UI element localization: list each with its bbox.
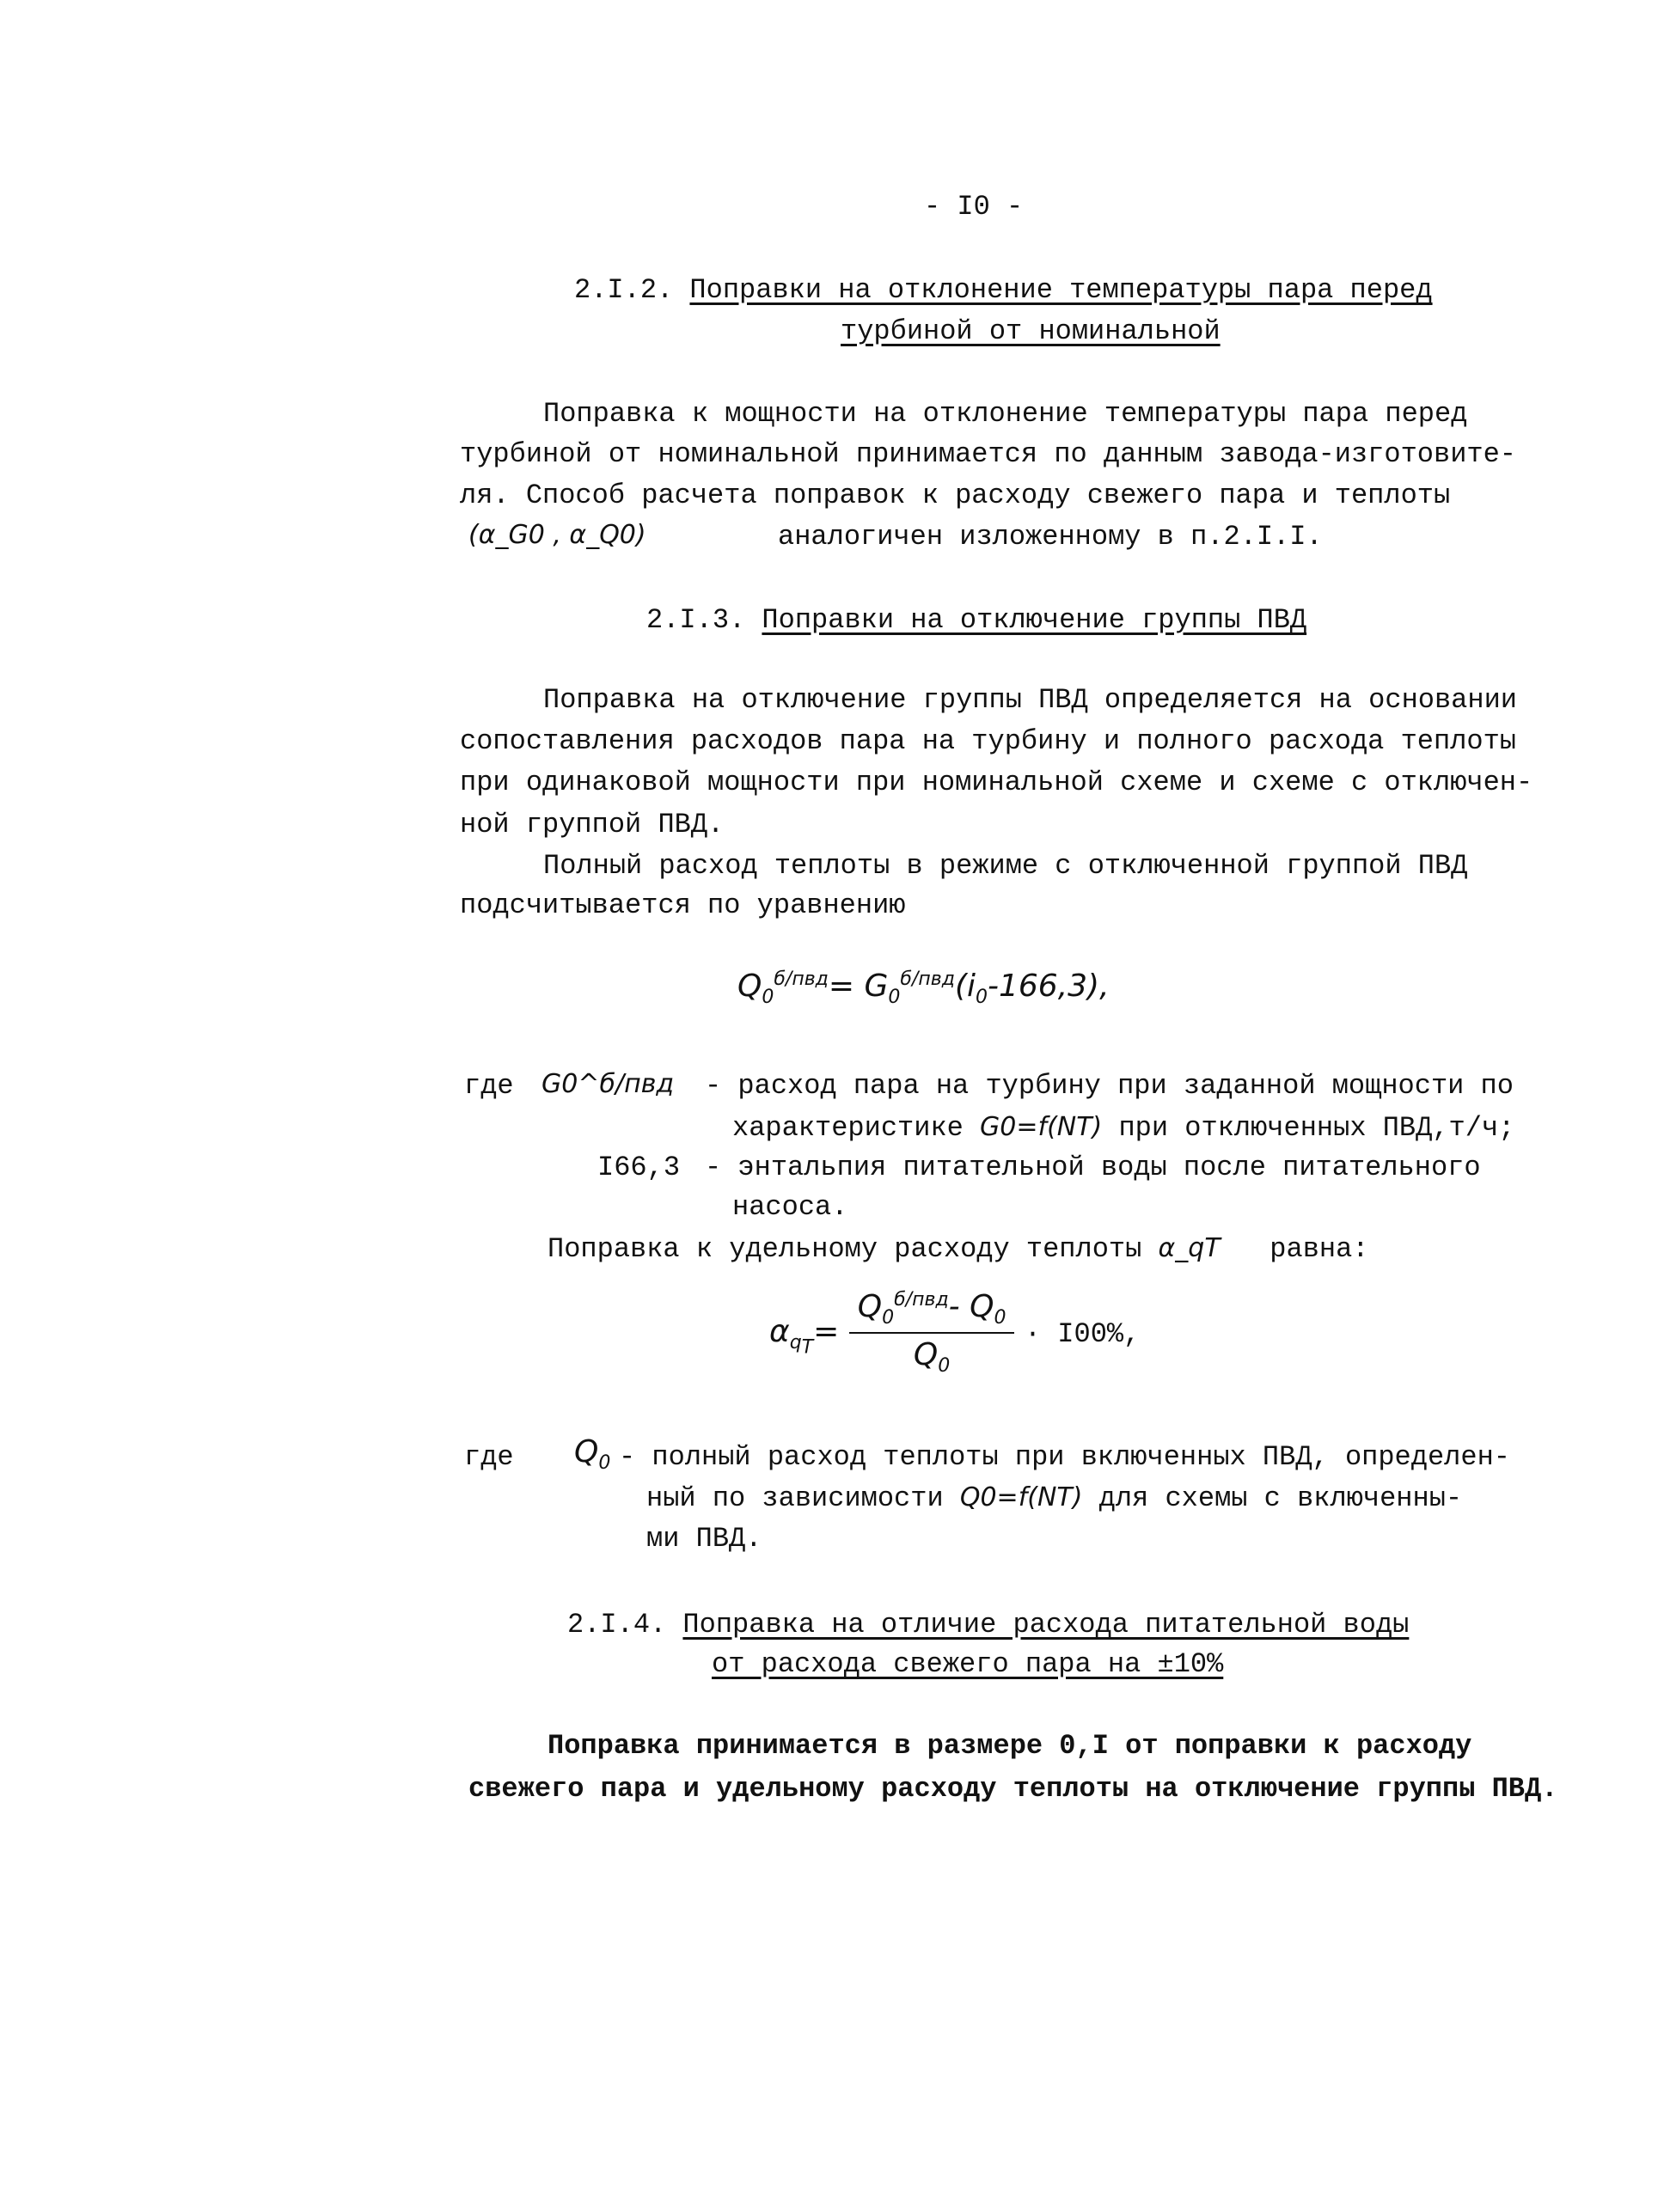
section-title-cont: от расхода свежего пара на ±10% <box>712 1648 1224 1680</box>
section-number: 2.I.2. <box>574 274 674 306</box>
where-description: ми ПВД. <box>646 1523 762 1555</box>
where-description: - расход пара на турбину при заданной мощности по <box>705 1070 1514 1102</box>
paragraph-line: Полный расход теплоты в режиме с отключенной группой ПВД <box>543 850 1468 882</box>
where-number: I66,3 <box>597 1152 681 1183</box>
where-description: - энтальпия питательной воды после питательного <box>705 1152 1481 1183</box>
text: равна: <box>1270 1233 1369 1265</box>
paragraph-line: сопоставления расходов пара на турбину и полного расхода теплоты <box>460 725 1516 757</box>
section-number: 2.I.3. <box>646 604 746 636</box>
paragraph-line: подсчитывается по уравнению <box>460 889 906 921</box>
fraction: $\frac{Q_0^{б/пвд}- Q_0}{Q_0}$ <box>849 1289 1015 1377</box>
where-symbol: G0^б/пвд <box>541 1069 675 1099</box>
equation-heat-flow: $Q_0^{б/пвд}= G_0^{б/пвд}(i_0-166,3)$, <box>737 969 1110 1009</box>
where-description <box>646 1481 1462 1516</box>
paragraph-line <box>548 1231 1369 1267</box>
paragraph-line: Поправка принимается в размере 0,I от поправки к расходу <box>548 1730 1472 1762</box>
section-title: Поправки на отключение группы ПВД <box>762 604 1307 636</box>
section-2-1-3-heading <box>646 603 1306 638</box>
text: ный по зависимости <box>646 1482 944 1514</box>
where-description: - полный расход теплоты при включенных ПВД, определен- <box>619 1441 1510 1473</box>
where-label: где <box>464 1070 514 1102</box>
paragraph-line: свежего пара и удельному расходу теплоты на отключение группы ПВД. <box>468 1773 1558 1805</box>
text: характеристике <box>732 1112 964 1144</box>
alpha-formula: (α_G0 , α_Q0) <box>468 520 646 550</box>
paragraph-line: ной группой ПВД. <box>460 809 725 840</box>
where-description: насоса. <box>732 1191 848 1223</box>
paragraph-line: Поправка на отключение группы ПВД определяется на основании <box>543 684 1517 716</box>
paragraph-line: турбиной от номинальной принимается по данным завода-изготовите- <box>460 438 1516 470</box>
function-formula: G0=f(NT) <box>980 1112 1103 1142</box>
alpha-qt: α_qT <box>1158 1233 1221 1263</box>
function-formula: Q0=f(NT) <box>959 1482 1083 1512</box>
where-symbol: $Q_0$ <box>574 1434 611 1475</box>
where-description <box>732 1110 1514 1146</box>
text: при отключенных ПВД,т/ч; <box>1118 1112 1515 1144</box>
page-number: - I0 - <box>924 191 1024 223</box>
paragraph-line: ля. Способ расчета поправок к расходу свежего пара и теплоты <box>460 480 1451 511</box>
paragraph-line: при одинаковой мощности при номинальной схеме и схеме с отключен- <box>460 767 1533 798</box>
text: для схемы с включенны- <box>1098 1482 1463 1514</box>
text: Поправка к удельному расходу теплоты <box>548 1233 1142 1265</box>
section-title: Поправка на отличие расхода питательной воды <box>682 1609 1410 1641</box>
percent-text: · I00%, <box>1024 1318 1141 1351</box>
where-label: где <box>464 1441 514 1473</box>
equation-correction: $\alpha_{q_T}=$ $\frac{Q_0^{б/пвд}- Q_0}{Q_0}$ · I00%, <box>769 1289 1141 1378</box>
section-title-cont: турбиной от номинальной <box>841 315 1221 347</box>
paragraph-line: аналогичен изложенному в п.2.I.I. <box>778 521 1323 553</box>
section-2-1-4-heading <box>567 1608 1409 1642</box>
paragraph-line: Поправка к мощности на отклонение температуры пара перед <box>543 398 1468 430</box>
section-title: Поправки на отклонение температуры пара перед <box>689 274 1433 306</box>
section-2-1-2-heading <box>574 273 1433 308</box>
section-number: 2.I.4. <box>567 1609 667 1641</box>
